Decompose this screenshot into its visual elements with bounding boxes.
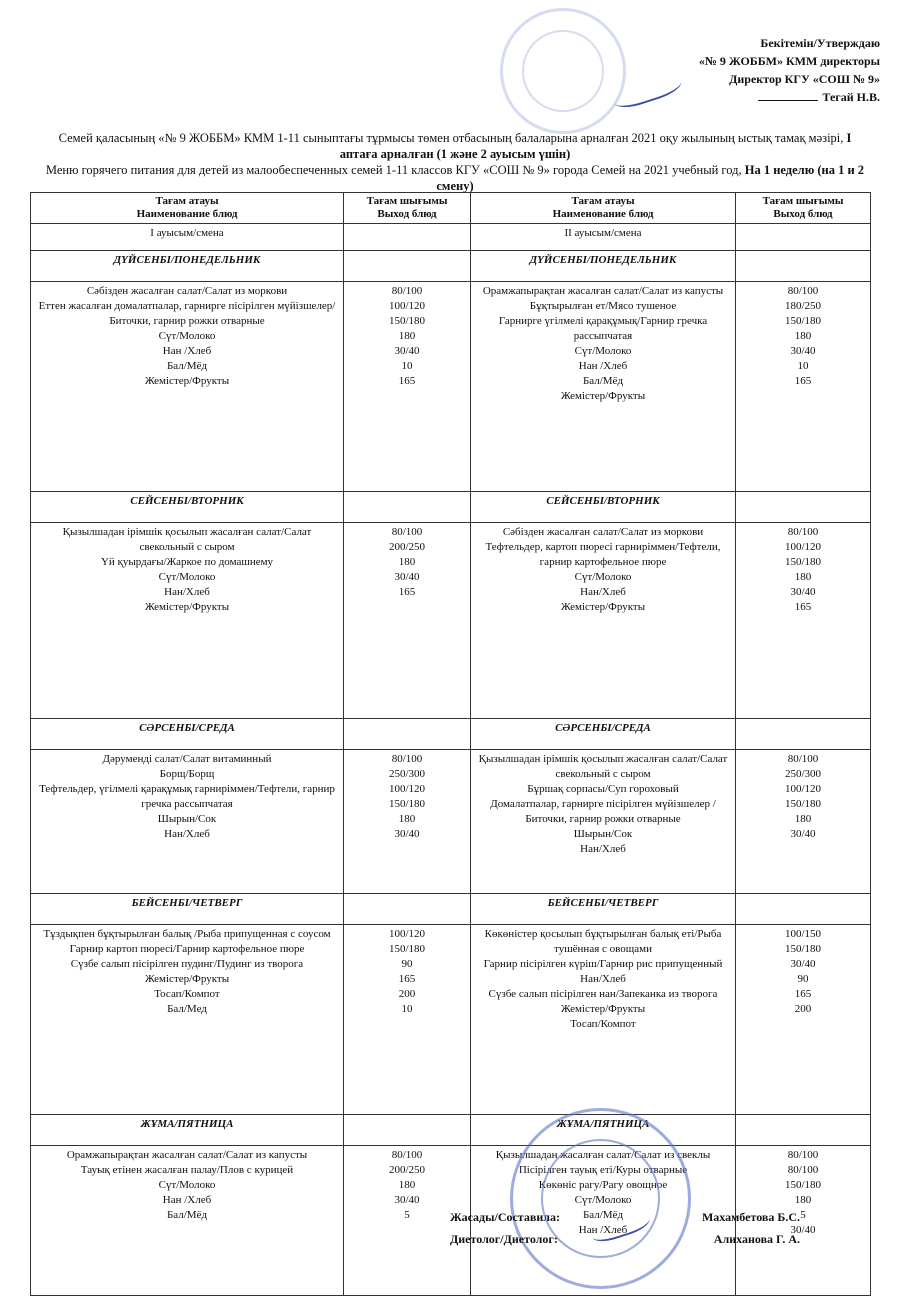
yield-item: 80/100: [787, 526, 819, 538]
day-title-shift-2: СӘРСЕНБІ/СРЕДА: [471, 719, 736, 750]
yield-item: 165: [398, 375, 416, 387]
dish-item: Бұршақ сорпасы/Суп гороховый: [527, 783, 679, 795]
yield-list: [344, 523, 471, 719]
yield-item: 100/120: [784, 783, 822, 795]
dish-item: Көкөніс рагу/Рагу овощное: [538, 1179, 668, 1191]
yield-item: 180: [794, 571, 812, 583]
yield-item: 80/100: [787, 753, 819, 765]
yield-item: 30/40: [394, 828, 420, 840]
dish-item: Нан/Хлеб: [164, 828, 210, 840]
official-stamp-bottom: [510, 1108, 691, 1289]
dish-item: Бал/Мёд: [166, 360, 208, 372]
dish-item: Нан/Хлеб: [580, 586, 626, 598]
title-ru: Меню горячего питания для детей из малообеспеченных семей 1-11 классов КГУ «СОШ № 9» города Семей на 2021 учебный год, На 1 неделю (на 1 и 2 смену): [45, 163, 865, 193]
dish-item: Жемістер/Фрукты: [144, 601, 230, 613]
yield-item: 165: [794, 601, 812, 613]
title-kz: Семей қаласының «№ 9 ЖОББМ» КММ 1-11 сыныптағы тұрмысы төмен отбасының балаларына арналған 2021 оқу жылының ыстық тамақ мәзірі, І аптаға арналған (1 және 2 ауысым үшін): [58, 131, 852, 161]
day-header-row: [31, 719, 871, 750]
composed-by-label: Жасады/Составила:: [450, 1210, 560, 1224]
yield-item: 5: [800, 1209, 806, 1221]
dish-item: Дәруменді салат/Салат витаминный: [102, 753, 272, 765]
yield-item: 30/40: [394, 1194, 420, 1206]
yield-item: 150/180: [388, 798, 426, 810]
dish-item: Қызылшадан ірімшік қосылып жасалған салат/Салат свекольный с сыром: [478, 753, 728, 780]
shift-1-label: І ауысым/смена: [31, 224, 344, 251]
dish-item: Шырын/Сок: [157, 813, 217, 825]
document-title: [40, 130, 870, 194]
dish-item: Бал/Мёд: [582, 1209, 624, 1221]
yield-item: 200: [398, 988, 416, 1000]
composed-by-name: Махамбетова Б.С.: [701, 1210, 800, 1224]
dish-item: Еттен жасалған домалатпалар, гарнирге пісірілген мүйізшелер/Биточки, гарнир рожки отварные: [38, 300, 336, 327]
dish-item: Орамжапырақтан жасалған салат/Салат из капусты: [66, 1149, 308, 1161]
approval-block: [600, 34, 905, 106]
dish-item: Сүт/Молоко: [158, 330, 216, 342]
yield-item: 30/40: [790, 828, 816, 840]
dish-item: Сүт/Молоко: [574, 345, 632, 357]
day-title-shift-2: БЕЙСЕНБІ/ЧЕТВЕРГ: [471, 894, 736, 925]
day-header-row: [31, 492, 871, 523]
shift-2-label: ІІ ауысым/смена: [471, 224, 736, 251]
dish-list: [471, 282, 736, 492]
yield-item: 150/180: [784, 556, 822, 568]
dish-item: Сүзбе салып пісірілген нан/Запеканка из творога Жемістер/Фрукты: [488, 988, 718, 1015]
yield-item: 150/180: [784, 1179, 822, 1191]
yield-item: 80/100: [391, 526, 423, 538]
yield-item: 100/120: [784, 541, 822, 553]
dish-item: Орамжапырақтан жасалған салат/Салат из капусты: [482, 285, 724, 297]
yield-item: 165: [398, 586, 416, 598]
dish-item: Жемістер/Фрукты: [144, 973, 230, 985]
dish-item: Сүт/Молоко: [158, 1179, 216, 1191]
shift-row: [31, 224, 871, 251]
dish-item: Нан /Хлеб: [578, 1224, 628, 1236]
dish-list: [471, 925, 736, 1115]
dish-item: Нан /Хлеб: [162, 345, 212, 357]
yield-item: 200/250: [388, 541, 426, 553]
yield-item: 150/180: [784, 943, 822, 955]
dish-item: Домалатпалар, гарнирге пісірілген мүйізшелер / Биточки, гарнир рожки отварные: [490, 798, 716, 825]
day-title-shift-1: БЕЙСЕНБІ/ЧЕТВЕРГ: [31, 894, 344, 925]
day-title-shift-2: СЕЙСЕНБІ/ВТОРНИК: [471, 492, 736, 523]
dish-item: Жемістер/Фрукты: [560, 601, 646, 613]
dietitian-label: Диетолог/Диетолог:: [450, 1232, 558, 1246]
yield-item: 250/300: [388, 768, 426, 780]
yield-item: 180: [794, 1194, 812, 1206]
header-yield-2: Тағам шығымы Выход блюд: [736, 193, 871, 224]
dish-item: Гарнир картоп пюресі/Гарнир картофельное пюре: [69, 943, 305, 955]
approval-line-4: Тегай Н.В.: [600, 88, 880, 106]
header-yield-1: Тағам шығымы Выход блюд: [344, 193, 471, 224]
yield-item: 80/100: [391, 285, 423, 297]
dish-item: Сәбізден жасалған салат/Салат из моркови: [502, 526, 704, 538]
yield-item: 100/120: [388, 300, 426, 312]
dish-item: Тефтельдер, картоп пюресі гарниріммен/Тефтели, гарнир картофельное пюре: [485, 541, 721, 568]
yield-item: 30/40: [790, 958, 816, 970]
dish-list: [471, 523, 736, 719]
dish-item: Нан/Хлеб: [164, 586, 210, 598]
dish-item: Нан/Хлеб: [580, 973, 626, 985]
day-title-shift-2: ДҮЙСЕНБІ/ПОНЕДЕЛЬНИК: [471, 251, 736, 282]
yield-item: 150/180: [784, 798, 822, 810]
dish-item: Бал/Мёд: [582, 375, 624, 387]
dish-item: Жемістер/Фрукты: [560, 390, 646, 402]
day-header-row: [31, 894, 871, 925]
yield-list: [344, 750, 471, 894]
dish-item: Сүзбе салып пісірілген пудинг/Пудинг из творога: [70, 958, 304, 970]
table-header-row: [31, 193, 871, 224]
table-row: [31, 750, 871, 894]
yield-item: 90: [797, 973, 809, 985]
yield-item: 10: [797, 360, 809, 372]
dish-list: [31, 750, 344, 894]
dish-item: Шырын/Сок: [573, 828, 633, 840]
yield-list: [736, 925, 871, 1115]
dish-list: [31, 523, 344, 719]
dish-item: Үй қуырдағы/Жаркое по домашнему: [100, 556, 274, 568]
dish-list: [31, 282, 344, 492]
yield-item: 250/300: [784, 768, 822, 780]
table-row: [31, 523, 871, 719]
dish-item: Борщ/Борщ: [159, 768, 215, 780]
dish-item: Нан/Хлеб: [580, 843, 626, 855]
dish-list: [31, 1146, 344, 1296]
yield-item: 180: [398, 1179, 416, 1191]
yield-list: [736, 523, 871, 719]
dish-item: Бал/Мёд: [166, 1209, 208, 1221]
yield-item: 30/40: [790, 586, 816, 598]
dish-item: Тұздықпен бұқтырылған балық /Рыба припущенная с соусом: [43, 928, 331, 940]
yield-item: 90: [401, 958, 413, 970]
yield-item: 100/120: [388, 928, 426, 940]
yield-item: 30/40: [394, 571, 420, 583]
dish-item: Нан /Хлеб: [578, 360, 628, 372]
yield-item: 30/40: [790, 1224, 816, 1236]
table-row: [31, 925, 871, 1115]
dish-item: Сәбізден жасалған салат/Салат из моркови: [86, 285, 288, 297]
yield-item: 150/180: [388, 315, 426, 327]
dish-item: Тефтельдер, үгілмелі қарақұмық гарниріммен/Тефтели, гарнир гречка рассыпчатая: [39, 783, 335, 810]
dish-item: Тосап/Компот: [570, 1018, 636, 1030]
approval-line-3: Директор КГУ «СОШ № 9»: [729, 72, 880, 86]
yield-item: 180: [398, 813, 416, 825]
dish-item: Сүт/Молоко: [574, 1194, 632, 1206]
yield-item: 80/100: [391, 1149, 423, 1161]
day-title-shift-1: ЖҰМА/ПЯТНИЦА: [31, 1115, 344, 1146]
yield-item: 180: [398, 556, 416, 568]
yield-item: 165: [398, 973, 416, 985]
dietitian-name: Алиханова Г. А.: [713, 1232, 800, 1246]
dish-item: Пісірілген тауық еті/Куры отварные: [518, 1164, 688, 1176]
approval-line-1: Бекітемін/Утверждаю: [760, 36, 880, 50]
dish-item: Жемістер/Фрукты: [144, 375, 230, 387]
dish-item: Бал/Мед: [167, 1003, 207, 1015]
yield-item: 100/150: [784, 928, 822, 940]
dietitian-row: [450, 1228, 800, 1250]
yield-item: 80/100: [391, 753, 423, 765]
composed-by-row: [450, 1206, 800, 1228]
day-title-shift-1: ДҮЙСЕНБІ/ПОНЕДЕЛЬНИК: [31, 251, 344, 282]
header-dish-name-2: Тағам атауы Наименование блюд: [471, 193, 736, 224]
yield-item: 180: [794, 330, 812, 342]
dish-item: Гарнир пісірілген күріш/Гарнир рис припущенный: [483, 958, 723, 970]
dish-item: Қызылшадан жасалған салат/Салат из свеклы: [495, 1149, 711, 1161]
dish-item: Бұқтырылған ет/Мясо тушеное: [529, 300, 677, 312]
dish-item: Қызылшадан ірімшік қосылып жасалған салат/Салат свекольный с сыром: [62, 526, 312, 553]
dish-item: Гарнирге үгілмелі қарақұмық/Гарнир гречка рассыпчатая: [498, 315, 708, 342]
yield-item: 180: [398, 330, 416, 342]
dish-item: Сүт/Молоко: [158, 571, 216, 583]
yield-item: 10: [401, 1003, 413, 1015]
yield-item: 200: [794, 1003, 812, 1015]
header-dish-name-1: Тағам атауы Наименование блюд: [31, 193, 344, 224]
dish-item: Тосап/Компот: [154, 988, 220, 1000]
yield-item: 165: [794, 988, 812, 1000]
day-header-row: [31, 251, 871, 282]
yield-item: 80/100: [787, 285, 819, 297]
yield-item: 180/250: [784, 300, 822, 312]
dish-list: [31, 925, 344, 1115]
yield-item: 100/120: [388, 783, 426, 795]
dish-item: Сүт/Молоко: [574, 571, 632, 583]
yield-item: 80/100: [787, 1149, 819, 1161]
yield-list: [736, 282, 871, 492]
yield-item: 150/180: [388, 943, 426, 955]
yield-list: [736, 750, 871, 894]
yield-item: 165: [794, 375, 812, 387]
approval-line-2: «№ 9 ЖОББМ» КММ директоры: [698, 54, 880, 68]
yield-item: 180: [794, 813, 812, 825]
dish-list: [471, 750, 736, 894]
day-title-shift-2: ЖҰМА/ПЯТНИЦА: [471, 1115, 736, 1146]
day-title-shift-1: СӘРСЕНБІ/СРЕДА: [31, 719, 344, 750]
yield-list: [344, 925, 471, 1115]
day-header-row: [31, 1115, 871, 1146]
day-title-shift-1: СЕЙСЕНБІ/ВТОРНИК: [31, 492, 344, 523]
dish-item: Тауық етінен жасалған палау/Плов с курицей: [80, 1164, 294, 1176]
yield-list: [344, 282, 471, 492]
yield-item: 5: [404, 1209, 410, 1221]
menu-table: [30, 192, 871, 1296]
signers-block: [450, 1206, 800, 1250]
dish-item: Көкөністер қосылып бұқтырылған балық еті/Рыба тушённая с овощами: [484, 928, 722, 955]
dish-item: Нан /Хлеб: [162, 1194, 212, 1206]
table-row: [31, 282, 871, 492]
yield-item: 200/250: [388, 1164, 426, 1176]
yield-item: 30/40: [394, 345, 420, 357]
yield-item: 10: [401, 360, 413, 372]
yield-item: 150/180: [784, 315, 822, 327]
yield-item: 30/40: [790, 345, 816, 357]
yield-item: 80/100: [787, 1164, 819, 1176]
